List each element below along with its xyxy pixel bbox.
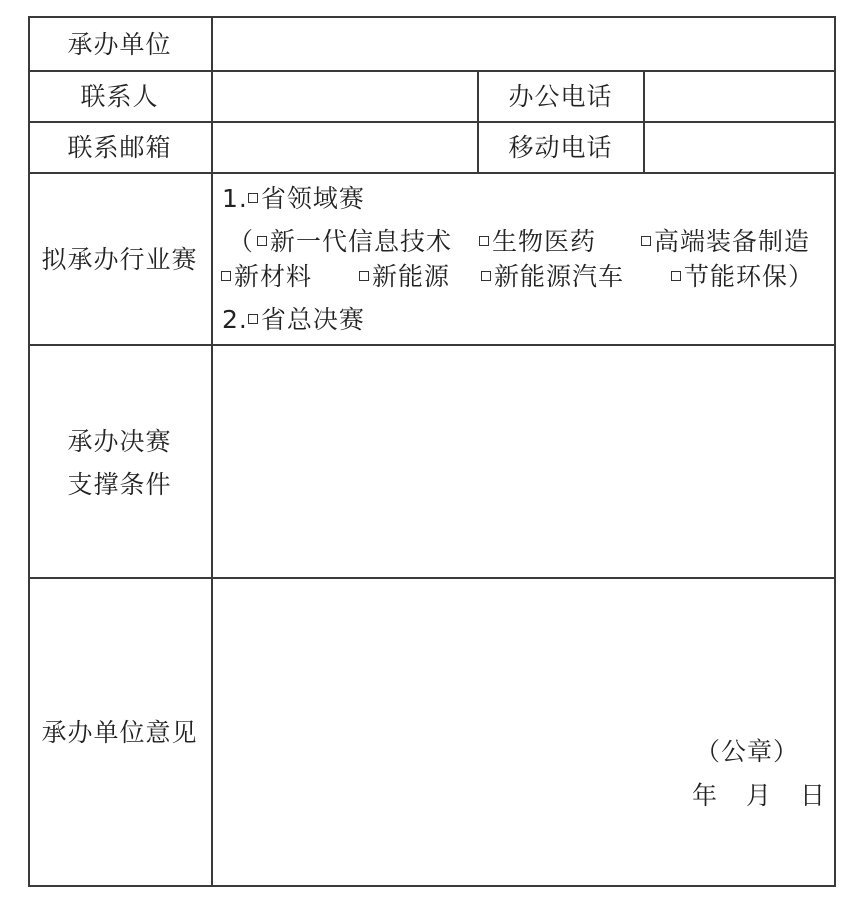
field-energy bbox=[356, 264, 450, 289]
contact-label: 联系人 bbox=[80, 82, 159, 111]
field-materials bbox=[218, 264, 312, 289]
field-checkbox-nev[interactable] bbox=[481, 271, 491, 281]
row-divider-3 bbox=[28, 172, 836, 174]
field-label-nev: 新能源汽车 bbox=[494, 262, 625, 291]
office-phone-field[interactable] bbox=[645, 72, 833, 121]
close-paren: ） bbox=[788, 262, 815, 291]
field-checkbox-biomed[interactable] bbox=[479, 236, 489, 246]
opinion-label: 承办单位意见 bbox=[41, 718, 198, 747]
field-nev bbox=[478, 264, 624, 289]
field-label-biomed: 生物医药 bbox=[492, 227, 597, 256]
open-paren: （ bbox=[228, 227, 255, 256]
field-checkbox-equipment[interactable] bbox=[641, 236, 651, 246]
organizer-field[interactable] bbox=[213, 18, 833, 70]
table-right-border bbox=[834, 16, 836, 886]
support-field[interactable] bbox=[213, 346, 833, 576]
field-label-equipment: 高端装备制造 bbox=[654, 227, 811, 256]
option1-line bbox=[222, 186, 365, 211]
support-label-line2: 支撑条件 bbox=[67, 470, 172, 499]
fields-line-1 bbox=[228, 229, 452, 254]
date-day-label: 日 bbox=[800, 781, 827, 810]
field-label-green: 节能环保 bbox=[684, 262, 789, 291]
office-phone-label: 办公电话 bbox=[508, 82, 613, 111]
field-label-materials: 新材料 bbox=[234, 262, 313, 291]
field-checkbox-materials[interactable] bbox=[221, 271, 231, 281]
field-green bbox=[668, 264, 814, 289]
field-equipment bbox=[638, 229, 810, 254]
opinion-field[interactable] bbox=[213, 579, 833, 729]
option2-line bbox=[222, 307, 365, 332]
option1-checkbox[interactable] bbox=[248, 193, 258, 203]
mobile-phone-field[interactable] bbox=[645, 123, 833, 172]
option1-prefix: 1. bbox=[222, 184, 248, 213]
mobile-phone-label: 移动电话 bbox=[508, 133, 613, 162]
field-checkbox-green[interactable] bbox=[671, 271, 681, 281]
field-checkbox-it[interactable] bbox=[257, 236, 267, 246]
option1-label: 省领域赛 bbox=[260, 184, 365, 213]
date-month-label: 月 bbox=[746, 781, 773, 810]
date-year-label: 年 bbox=[692, 781, 719, 810]
organizer-label: 承办单位 bbox=[67, 30, 172, 59]
support-label-line1: 承办决赛 bbox=[67, 427, 172, 456]
industry-label: 拟承办行业赛 bbox=[41, 245, 198, 274]
field-label-it: 新一代信息技术 bbox=[270, 227, 453, 256]
field-checkbox-energy[interactable] bbox=[359, 271, 369, 281]
official-seal-label: （公章） bbox=[695, 737, 800, 766]
option2-checkbox[interactable] bbox=[248, 314, 258, 324]
email-field[interactable] bbox=[213, 123, 476, 172]
field-biomed bbox=[476, 229, 596, 254]
option2-label: 省总决赛 bbox=[260, 305, 365, 334]
contact-field[interactable] bbox=[213, 72, 476, 121]
field-label-energy: 新能源 bbox=[372, 262, 451, 291]
table-bottom-border bbox=[28, 885, 836, 887]
option2-prefix: 2. bbox=[222, 305, 248, 334]
email-label: 联系邮箱 bbox=[67, 133, 172, 162]
